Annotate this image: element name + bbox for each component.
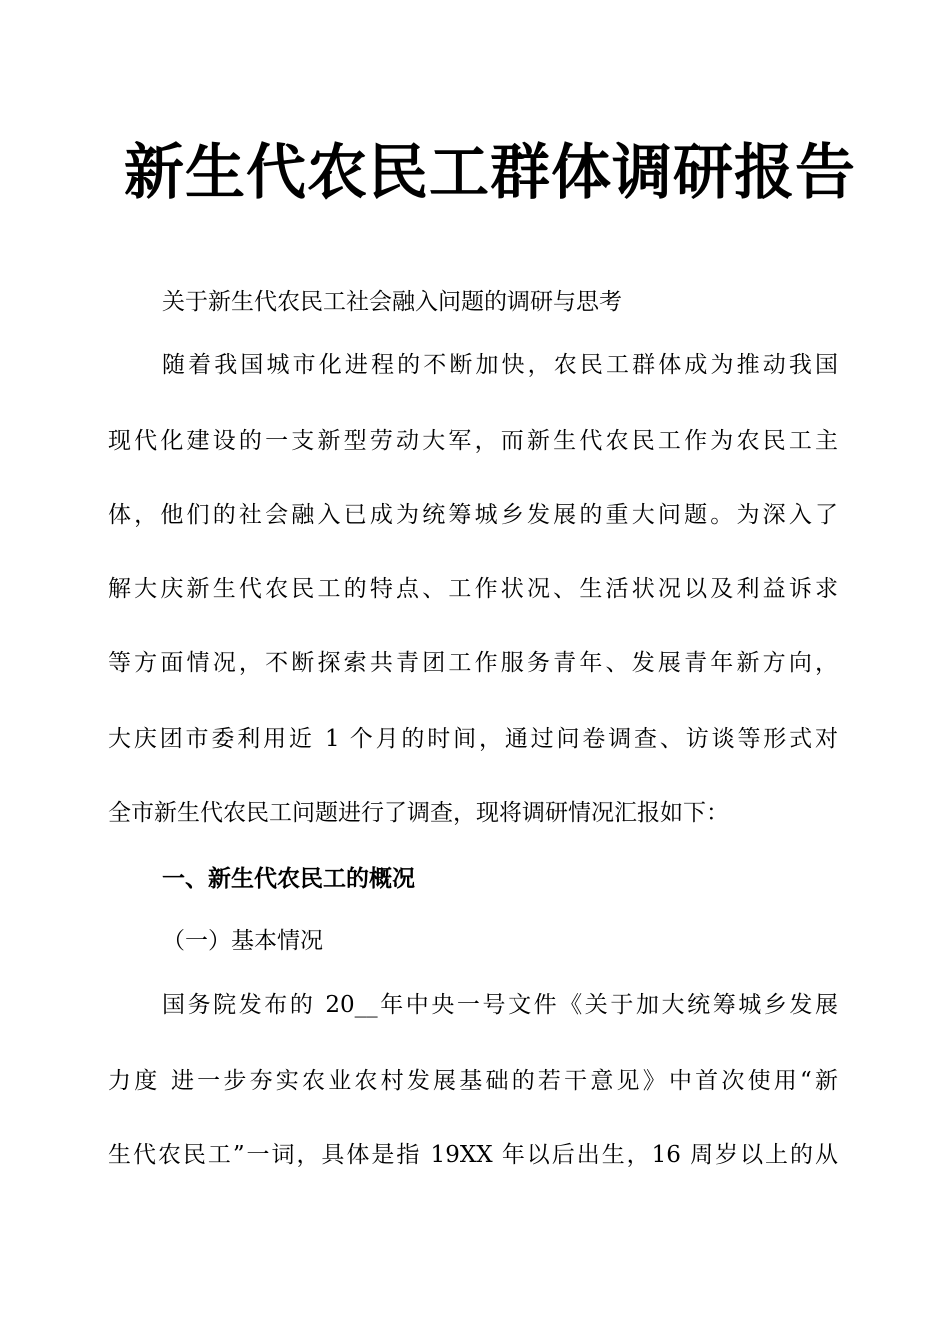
- paragraph-line: 体，他们的社会融入已成为统筹城乡发展的重大问题。为深入了: [108, 502, 838, 528]
- paragraph-line: 随着我国城市化进程的不断加快，农民工群体成为推动我国: [162, 352, 838, 378]
- paragraph-line: 现代化建设的一支新型劳动大军，而新生代农民工作为农民工主: [108, 428, 838, 454]
- section-heading: 一、新生代农民工的概况: [162, 866, 415, 892]
- document-title: 新生代农民工群体调研报告: [124, 138, 856, 208]
- subsection-heading: （一）基本情况: [162, 928, 323, 954]
- paragraph-line: 国务院发布的 20__年中央一号文件《关于加大统筹城乡发展: [162, 992, 838, 1018]
- paragraph-line: 等方面情况，不断探索共青团工作服务青年、发展青年新方向，: [108, 650, 838, 676]
- paragraph-line: 解大庆新生代农民工的特点、工作状况、生活状况以及利益诉求: [108, 576, 838, 602]
- paragraph-line: 生代农民工”一词，具体是指 19XX 年以后出生，16 周岁以上的从: [108, 1142, 838, 1168]
- document-subtitle: 关于新生代农民工社会融入问题的调研与思考: [162, 289, 622, 315]
- paragraph-line: 全市新生代农民工问题进行了调查，现将调研情况汇报如下：: [108, 800, 729, 826]
- paragraph-line: 力度 进一步夯实农业农村发展基础的若干意见》中首次使用“新: [108, 1068, 838, 1094]
- paragraph-line: 大庆团市委利用近 1 个月的时间，通过问卷调查、访谈等形式对: [108, 726, 838, 752]
